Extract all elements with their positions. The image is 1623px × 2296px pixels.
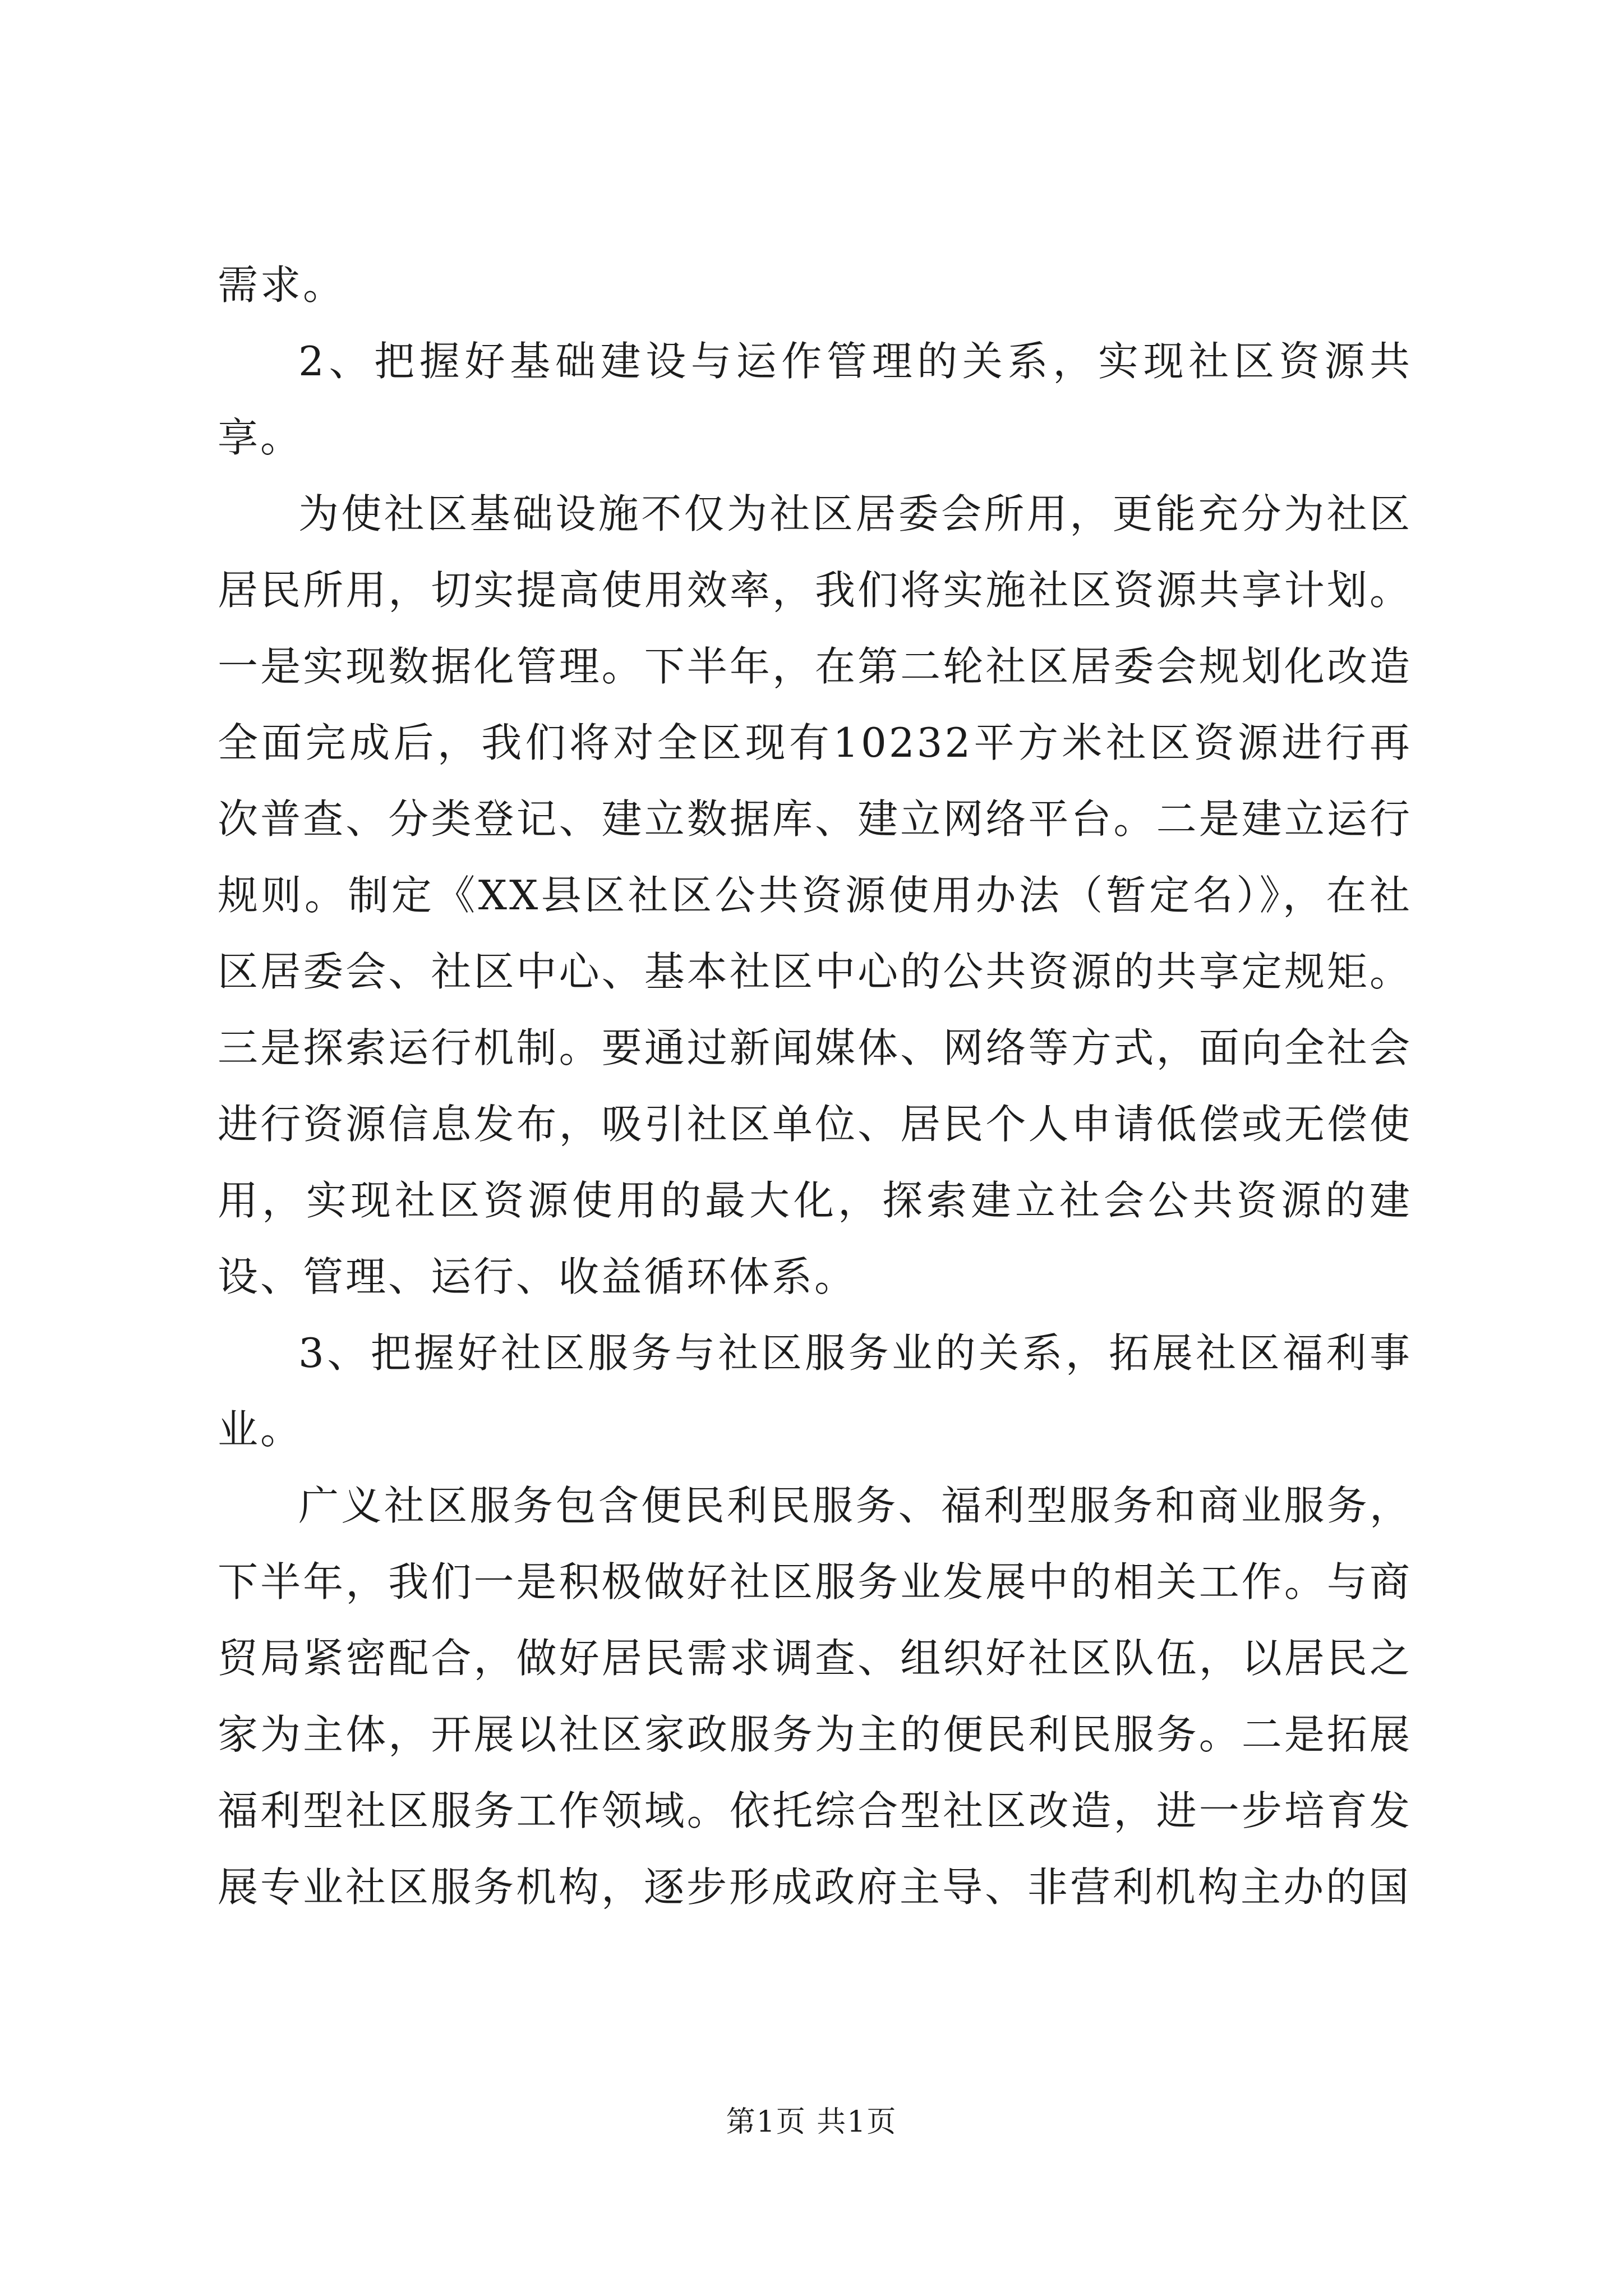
paragraph-heading-3: 3、把握好社区服务与社区服务业的关系，拓展社区福利事业。: [218, 1329, 1412, 1453]
page-footer: 第1页 共1页: [726, 2105, 897, 2139]
paragraph-community-service: 广义社区服务包含便民利民服务、福利型服务和商业服务，下半年，我们一是积极做好社区服务业发展中的相关工作。与商贸局紧密配合，做好居民需求调查、组织好社区队伍，以居民之家为主体，开展以社区家政服务为主的便民利民服务。二是拓展福利型社区服务工作领域。依托综合型社区改造，进一步培育发展专业社区服务机构，逐步形成政府主导、非营利机构主办的国: [218, 1482, 1412, 1911]
paragraph-heading-2: 2、把握好基础建设与运作管理的关系，实现社区资源共享。: [218, 338, 1412, 461]
paragraph-resource-sharing: 为使社区基础设施不仅为社区居委会所用，更能充分为社区居民所用，切实提高使用效率，我们将实施社区资源共享计划。一是实现数据化管理。下半年，在第二轮社区居委会规划化改造全面完成后，我们将对全区现有10232平方米社区资源进行再次普查、分类登记、建立数据库、建立网络平台。二是建立运行规则。制定《XX县区社区公共资源使用办法（暂定名）》，在社区居委会、社区中心、基本社区中心的公共资源的共享定规矩。三是探索运行机制。要通过新闻媒体、网络等方式，面向全社会进行资源信息发布，吸引社区单位、居民个人申请低偿或无偿使用，实现社区资源使用的最大化，探索建立社会公共资源的建设、管理、运行、收益循环体系。: [218, 490, 1412, 1300]
document-body: [218, 247, 1412, 1925]
paragraph-continuation: 需求。: [218, 261, 346, 309]
